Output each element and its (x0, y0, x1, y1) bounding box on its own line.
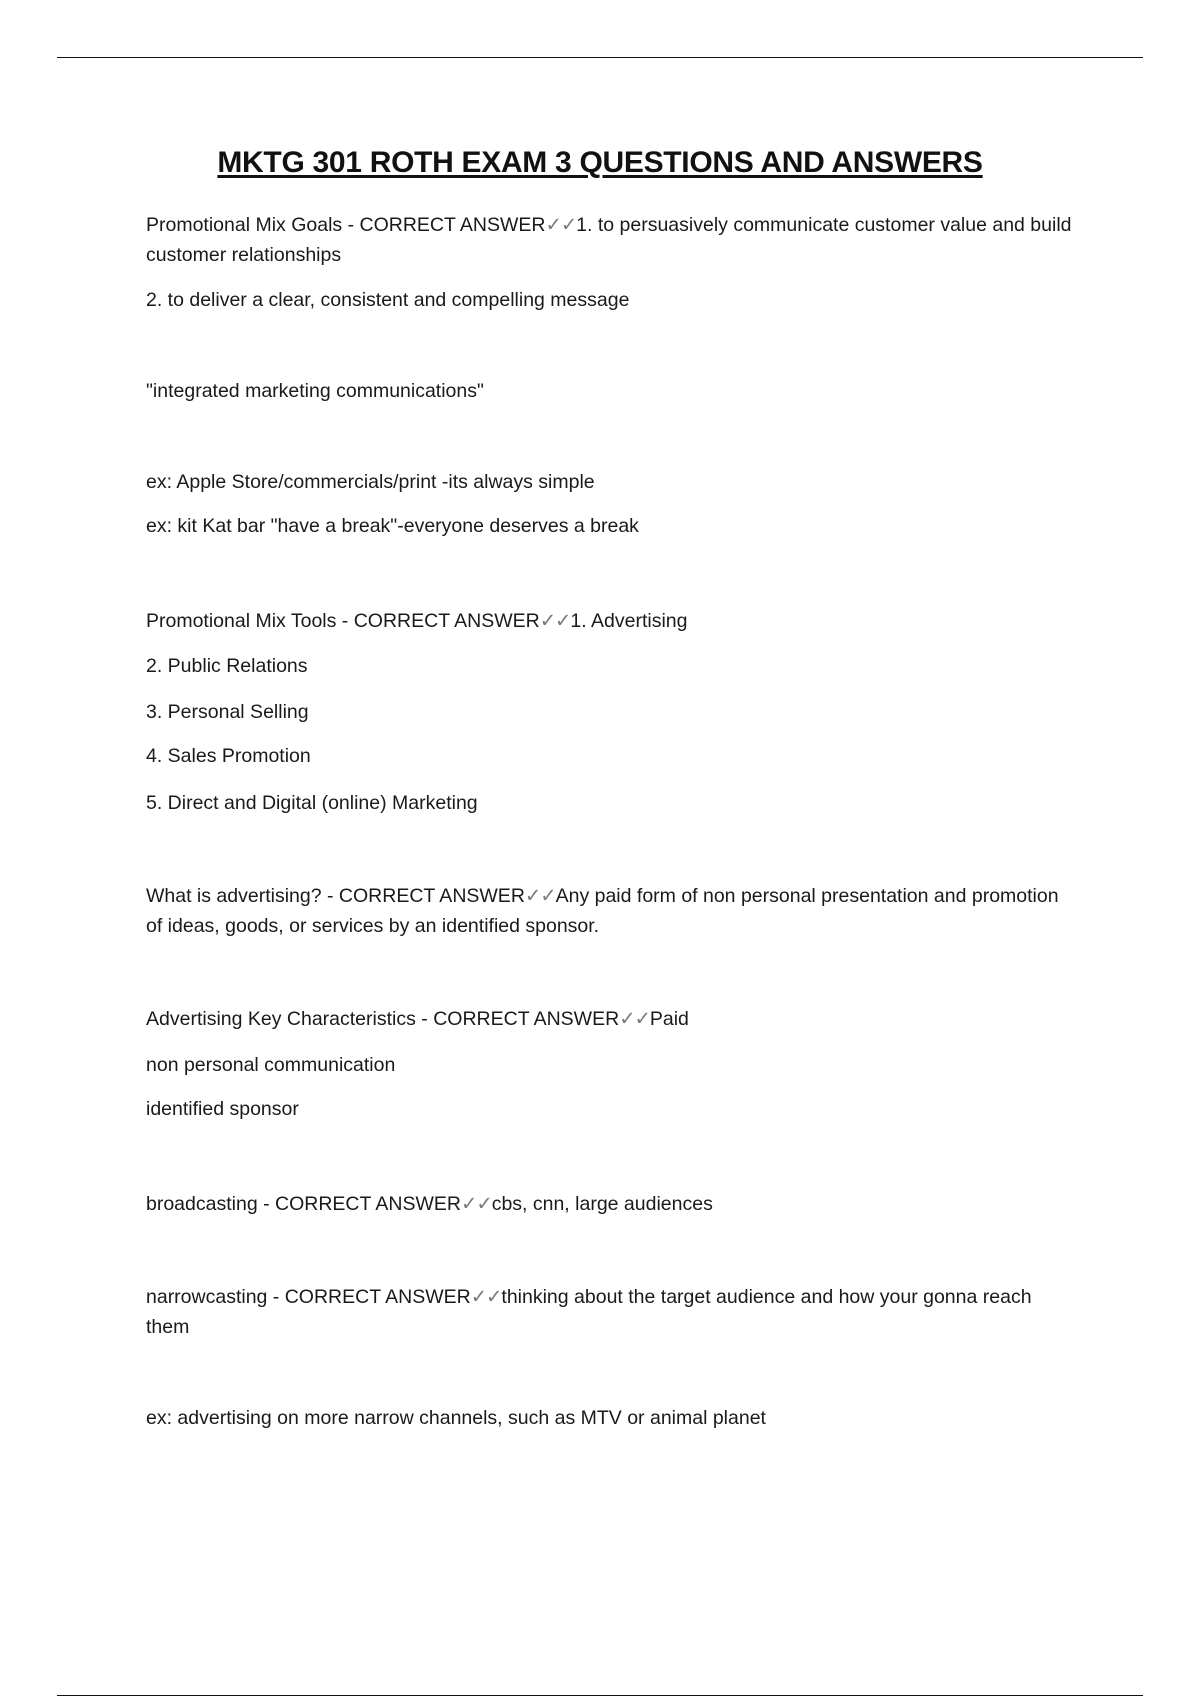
answer-text: cbs, cnn, large audiences (491, 1193, 713, 1215)
answer-text: thinking about the target audience and how your gonna reach them (146, 1286, 1032, 1338)
list-item: 3. Personal Selling (146, 701, 309, 723)
double-check-icon: ✓✓ (545, 214, 577, 236)
answer-line: ex: Apple Store/commercials/print -its always simple (146, 471, 595, 493)
double-check-icon: ✓✓ (461, 1193, 492, 1215)
answer-marker: CORRECT ANSWER (353, 610, 540, 632)
double-check-icon: ✓✓ (524, 885, 556, 907)
list-item: 4. Sales Promotion (146, 745, 311, 767)
qa-broadcasting (146, 1189, 1076, 1219)
answer-text: 1. to persuasively communicate customer value and build customer relationships (146, 214, 1072, 266)
bottom-divider (57, 1695, 1143, 1696)
answer-text: Any paid form of non personal presentation and promotion of ideas, goods, or services by an identified sponsor. (146, 885, 1059, 937)
question-term: Advertising Key Characteristics - (146, 1008, 434, 1030)
question-term: Promotional Mix Tools - (146, 610, 354, 632)
qa-promotional-mix-tools (146, 606, 1076, 636)
double-check-icon: ✓✓ (539, 610, 571, 632)
qa-narrowcasting (146, 1282, 1076, 1342)
document-title: MKTG 301 ROTH EXAM 3 QUESTIONS AND ANSWERS (217, 146, 983, 179)
answer-marker: CORRECT ANSWER (275, 1193, 461, 1215)
double-check-icon: ✓✓ (470, 1286, 502, 1308)
answer-text: 1. Advertising (570, 610, 688, 632)
answer-line: "integrated marketing communications" (146, 380, 484, 402)
answer-line: 2. to deliver a clear, consistent and compelling message (146, 289, 630, 311)
answer-marker: CORRECT ANSWER (284, 1286, 471, 1308)
question-term: narrowcasting - (146, 1286, 285, 1308)
answer-marker: CORRECT ANSWER (433, 1008, 620, 1030)
answer-line: ex: kit Kat bar "have a break"-everyone deserves a break (146, 515, 639, 537)
qa-promotional-mix-goals (146, 210, 1076, 270)
answer-marker: CORRECT ANSWER (359, 214, 546, 236)
top-divider (57, 57, 1143, 58)
answer-line: ex: advertising on more narrow channels, such as MTV or animal planet (146, 1407, 766, 1429)
qa-what-is-advertising (146, 881, 1076, 941)
question-term: broadcasting - (146, 1193, 275, 1215)
list-item: 2. Public Relations (146, 655, 308, 677)
double-check-icon: ✓✓ (619, 1008, 650, 1030)
question-term: What is advertising? - (146, 885, 339, 907)
list-item: 5. Direct and Digital (online) Marketing (146, 792, 478, 814)
answer-text: Paid (649, 1008, 689, 1030)
list-item: identified sponsor (146, 1098, 299, 1120)
answer-marker: CORRECT ANSWER (338, 885, 525, 907)
question-term: Promotional Mix Goals - (146, 214, 360, 236)
qa-advertising-key-characteristics (146, 1004, 1076, 1034)
list-item: non personal communication (146, 1054, 396, 1076)
